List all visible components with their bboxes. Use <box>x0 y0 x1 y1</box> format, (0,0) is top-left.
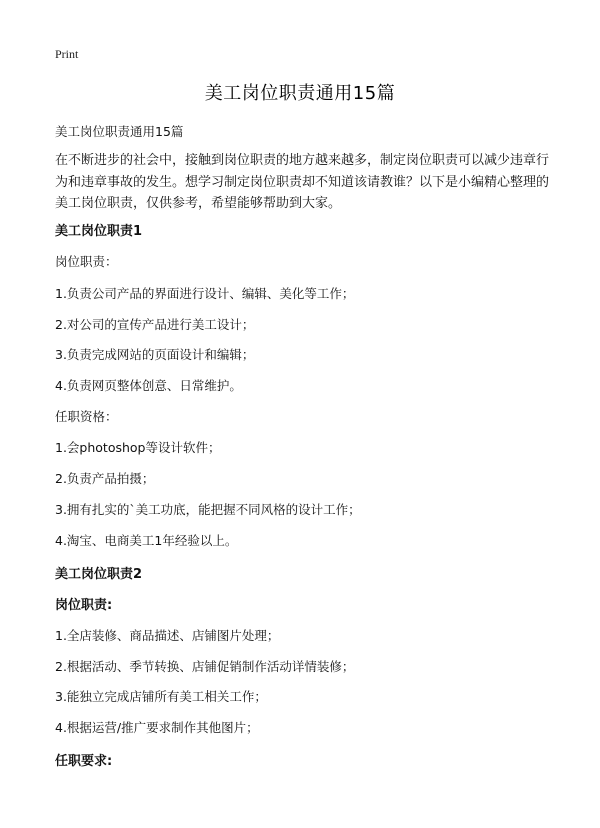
section1-qualifications-label: 任职资格： <box>55 409 118 424</box>
section2-duty-item: 3.能独立完成店铺所有美工相关工作； <box>55 689 267 704</box>
section2-duty-item: 4.根据运营/推广要求制作其他图片； <box>55 720 259 735</box>
section2-duty-item: 2.根据活动、季节转换、店铺促销制作活动详情装修； <box>55 659 355 674</box>
print-label: Print <box>55 47 79 61</box>
section2-duties-label: 岗位职责: <box>55 598 113 613</box>
section2-requirements-label: 任职要求: <box>55 754 113 769</box>
section1-qualification-item: 1.会photoshop等设计软件； <box>55 440 221 455</box>
section1-duties-label: 岗位职责： <box>55 254 118 269</box>
section2-duty-item: 1.全店装修、商品描述、店铺图片处理； <box>55 628 280 643</box>
section1-qualification-item: 4.淘宝、电商美工1年经验以上。 <box>55 533 238 548</box>
section1-qualification-item: 3.拥有扎实的`美工功底，能把握不同风格的设计工作； <box>55 502 361 517</box>
section1-duty-item: 4.负责网页整体创意、日常维护。 <box>55 378 242 393</box>
section1-duty-item: 1.负责公司产品的界面进行设计、编辑、美化等工作； <box>55 286 355 301</box>
section1-duty-item: 3.负责完成网站的页面设计和编辑； <box>55 347 255 362</box>
document-subtitle: 美工岗位职责通用15篇 <box>55 124 184 139</box>
document-title: 美工岗位职责通用15篇 <box>204 83 396 104</box>
section2-heading: 美工岗位职责2 <box>55 567 143 582</box>
section1-duty-item: 2.对公司的宣传产品进行美工设计； <box>55 317 255 332</box>
section1-qualification-item: 2.负责产品拍摄； <box>55 471 155 486</box>
intro-paragraph: 在不断进步的社会中，接触到岗位职责的地方越来越多，制定岗位职责可以减少违章行为和违章事故的发生。想学习制定岗位职责却不知道该请教谁？以下是小编精心整理的美工岗位职责，仅供参考，希望能够帮助到大家。 <box>55 153 550 211</box>
section1-heading: 美工岗位职责1 <box>55 224 143 239</box>
